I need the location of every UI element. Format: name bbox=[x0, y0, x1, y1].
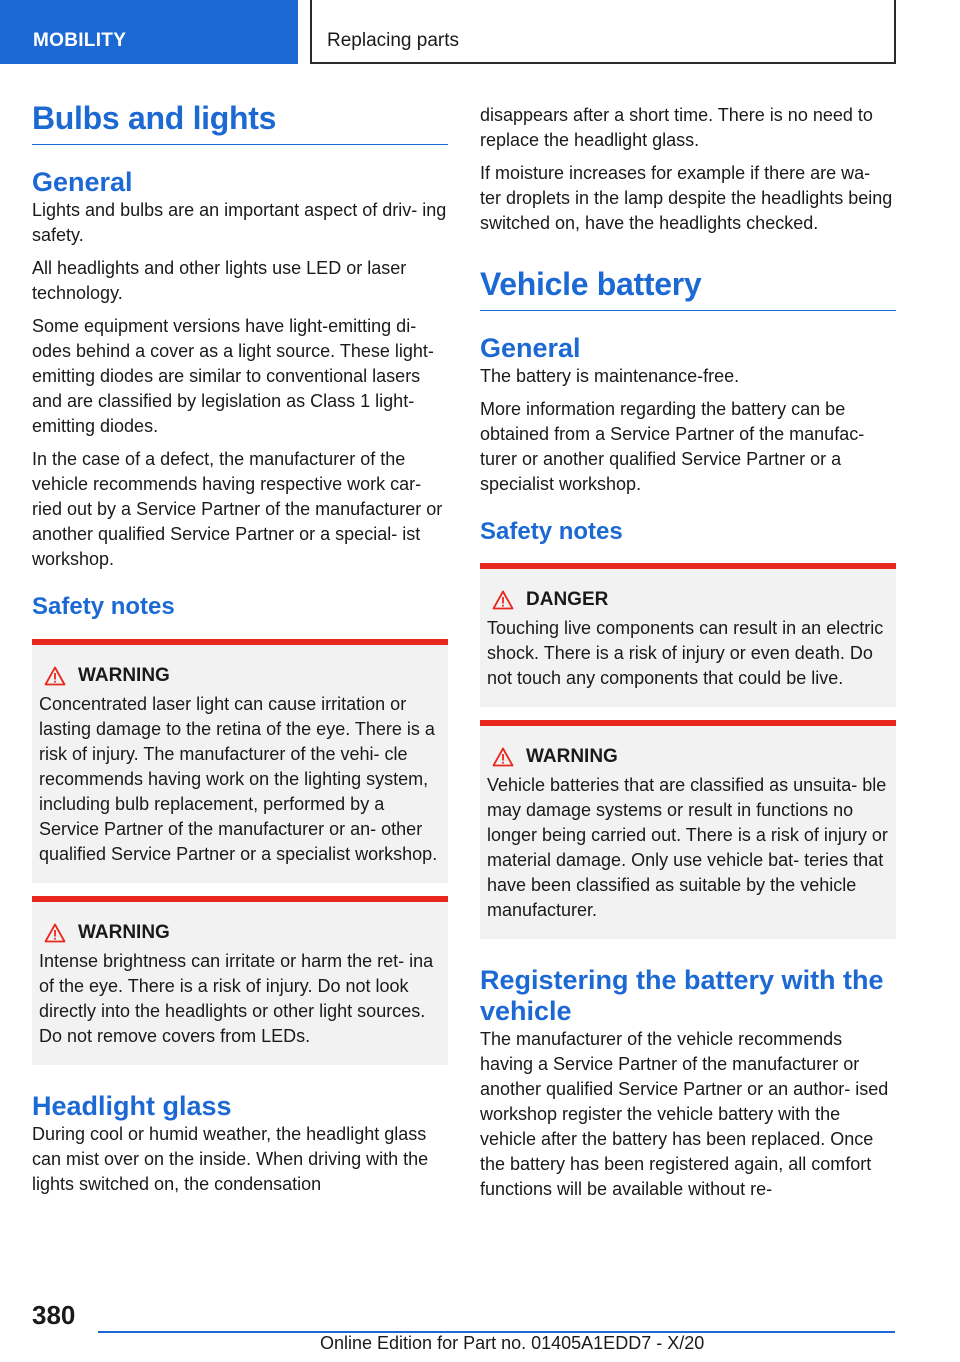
warning-box-brightness bbox=[32, 896, 448, 1065]
warning-text: Concentrated laser light can cause irritation or lasting damage to the retina of the eye. There is a risk of injury. The manufacturer of the vehi‐ cle recommends having work on the lighting system, including bulb replacement, performed by a Service Partner of the manufacturer or an‐ other qualified Service Partner or a specialist workshop. bbox=[39, 694, 438, 864]
warning-title: WARNING bbox=[526, 746, 618, 767]
header-chapter-label: Replacing parts bbox=[327, 30, 460, 51]
warning-text: Intense brightness can irritate or harm the ret‐ ina of the eye. There is a risk of injury. Do not look directly into the headlights or other light sources. Do not remove covers from LEDs. bbox=[39, 951, 434, 1046]
general-para-1: Lights and bulbs are an important aspect of driv‐ ing safety. bbox=[32, 200, 447, 245]
left-column bbox=[32, 96, 448, 1205]
danger-title: DANGER bbox=[526, 589, 609, 610]
warning-title: WARNING bbox=[78, 665, 170, 686]
footer-edition: Online Edition for Part no. 01405A1EDD7 - X/20 bbox=[320, 1333, 705, 1353]
header-section-tab bbox=[0, 0, 298, 64]
bulbs-lights-heading: Bulbs and lights bbox=[32, 96, 448, 145]
general-para-4: In the case of a defect, the manufacturer of the vehicle recommends having respective work car‐ ried out by a Service Partner of the manufacturer or another qualified Service Partner or a special‐ ist workshop. bbox=[32, 449, 443, 569]
headlight-glass-para: During cool or humid weather, the headlight glass can mist over on the inside. When driving with the lights switched on, the condensation bbox=[32, 1124, 429, 1194]
register-battery-para: The manufacturer of the vehicle recommends having a Service Partner of the manufacturer or another qualified Service Partner or an author‐ ised workshop register the vehicle battery with the vehicle after the battery has been replaced. Once the battery has been registered again, all comfort functions will be available without re‐ bbox=[480, 1029, 889, 1199]
general-heading: General bbox=[32, 167, 133, 197]
warning-title: WARNING bbox=[78, 922, 170, 943]
header-section-label: MOBILITY bbox=[33, 30, 127, 51]
headlight-cont-para-2: If moisture increases for example if there are wa‐ ter droplets in the lamp despite the headlights being switched on, have the headlights checked. bbox=[480, 163, 893, 233]
warning-triangle-icon bbox=[492, 747, 514, 767]
warning-text: Vehicle batteries that are classified as unsuita‐ ble may damage systems or result in functions no longer being carried out. There is a risk of injury or material damage. Only use vehicle bat‐ teries that have been classified as suitable by the vehicle manufacturer. bbox=[487, 775, 888, 920]
danger-text: Touching live components can result in an electric shock. There is a risk of injury or even death. Do not touch any components that could be live. bbox=[487, 618, 884, 688]
headlight-cont-para-1: disappears after a short time. There is no need to replace the headlight glass. bbox=[480, 105, 873, 150]
header-chapter-tab bbox=[310, 0, 896, 64]
general-para-3: Some equipment versions have light-emitting di‐ odes behind a cover as a light source. These light-emitting diodes are similar to conventional lasers and are classified by legislation as Class 1 light-emitting diodes. bbox=[32, 316, 434, 436]
warning-triangle-icon bbox=[44, 666, 66, 686]
general-para-2: All headlights and other lights use LED or laser technology. bbox=[32, 258, 407, 303]
right-column bbox=[480, 103, 896, 1210]
warning-box-battery bbox=[480, 720, 896, 939]
page-number: 380 bbox=[32, 1300, 76, 1330]
danger-box bbox=[480, 563, 896, 707]
battery-general-para-1: The battery is maintenance-free. bbox=[480, 366, 740, 386]
battery-general-heading: General bbox=[480, 333, 581, 363]
battery-safety-notes-heading: Safety notes bbox=[480, 518, 623, 545]
safety-notes-heading: Safety notes bbox=[32, 593, 175, 620]
battery-general-para-2: More information regarding the battery can be obtained from a Service Partner of the manufac‐ turer or another qualified Service Partner or a specialist workshop. bbox=[480, 399, 865, 494]
vehicle-battery-heading: Vehicle battery bbox=[480, 262, 896, 311]
warning-box-laser bbox=[32, 639, 448, 883]
register-battery-heading: Registering the battery with the vehicle bbox=[480, 965, 884, 1026]
warning-triangle-icon bbox=[492, 590, 514, 610]
warning-triangle-icon bbox=[44, 923, 66, 943]
headlight-glass-heading: Headlight glass bbox=[32, 1091, 232, 1121]
